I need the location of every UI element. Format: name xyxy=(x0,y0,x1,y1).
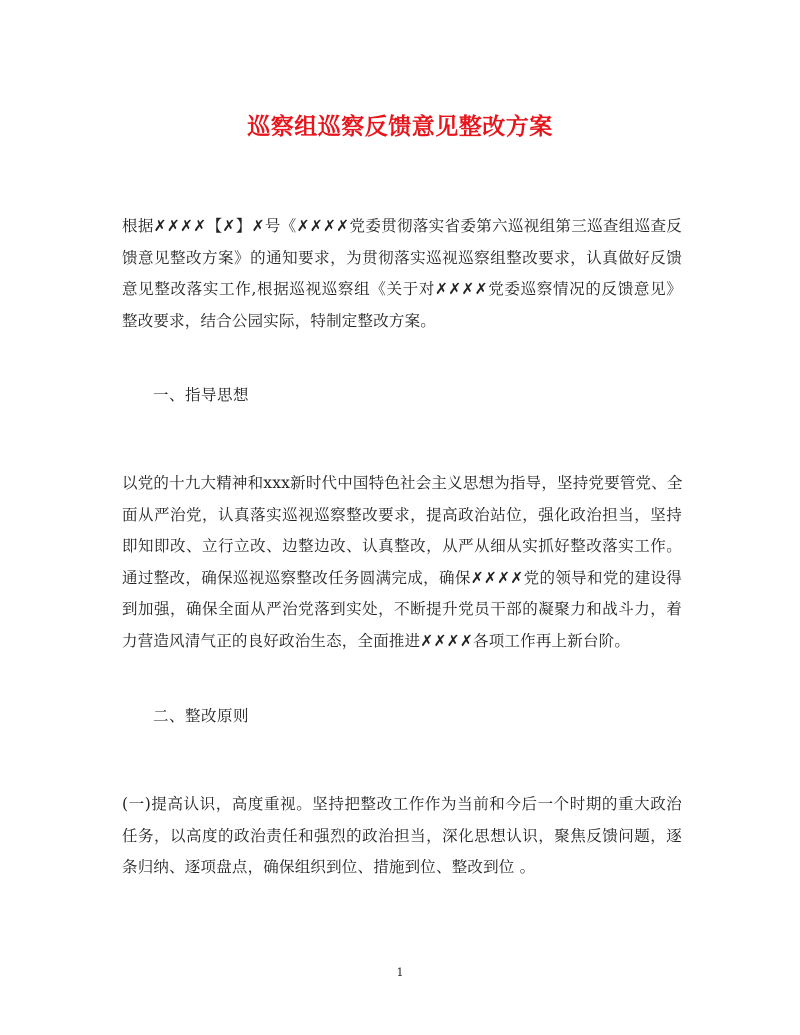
paragraph-line: 任务，以高度的政治责任和强烈的政治担当，深化思想认识，聚焦反馈问题，逐 xyxy=(122,826,682,845)
paragraph-line: (一)提高认识，高度重视。坚持把整改工作作为当前和今后一个时期的重大政治 xyxy=(122,795,682,813)
page-number: 1 xyxy=(396,966,404,979)
paragraph-line: 即知即改、立行立改、边整边改、认真整改，从严从细从实抓好整改落实工作。 xyxy=(122,537,682,555)
principle-one-paragraph xyxy=(122,789,682,884)
paragraph-line: 根据✗✗✗✗【✗】✗号《✗✗✗✗党委贯彻落实省委第六巡视组第三巡查组巡查反 xyxy=(122,217,682,235)
paragraph-line: 条归纳、逐项盘点，确保组织到位、措施到位、整改到位 。 xyxy=(122,858,536,876)
document-title: 巡察组巡察反馈意见整改方案 xyxy=(247,113,553,140)
paragraph-line: 面从严治党，认真落实巡视巡察整改要求，提高政治站位，强化政治担当，坚持 xyxy=(122,505,682,524)
section-heading-rectification-principles: 二、整改原则 xyxy=(153,707,250,725)
paragraph-line: 整改要求，结合公园实际，特制定整改方案。 xyxy=(122,311,437,330)
paragraph-line: 力营造风清气正的良好政治生态，全面推进✗✗✗✗各项工作再上新台阶。 xyxy=(122,631,631,650)
paragraph-line: 意见整改落实工作,根据巡视巡察组《关于对✗✗✗✗党委巡察情况的反馈意见》 xyxy=(122,280,682,298)
paragraph-line: 通过整改，确保巡视巡察整改任务圆满完成，确保✗✗✗✗党的领导和党的建设得 xyxy=(122,568,682,587)
guiding-thought-paragraph xyxy=(122,468,682,657)
section-heading-guiding-thought: 一、指导思想 xyxy=(153,386,250,404)
paragraph-line: 馈意见整改方案》的通知要求，为贯彻落实巡视巡察组整改要求，认真做好反馈 xyxy=(122,248,682,267)
intro-paragraph xyxy=(122,211,682,337)
paragraph-line: 到加强，确保全面从严治党落到实处，不断提升党员干部的凝聚力和战斗力，着 xyxy=(122,600,682,618)
paragraph-line: 以党的十九大精神和xxx新时代中国特色社会主义思想为指导，坚持党要管党、全 xyxy=(122,474,683,492)
